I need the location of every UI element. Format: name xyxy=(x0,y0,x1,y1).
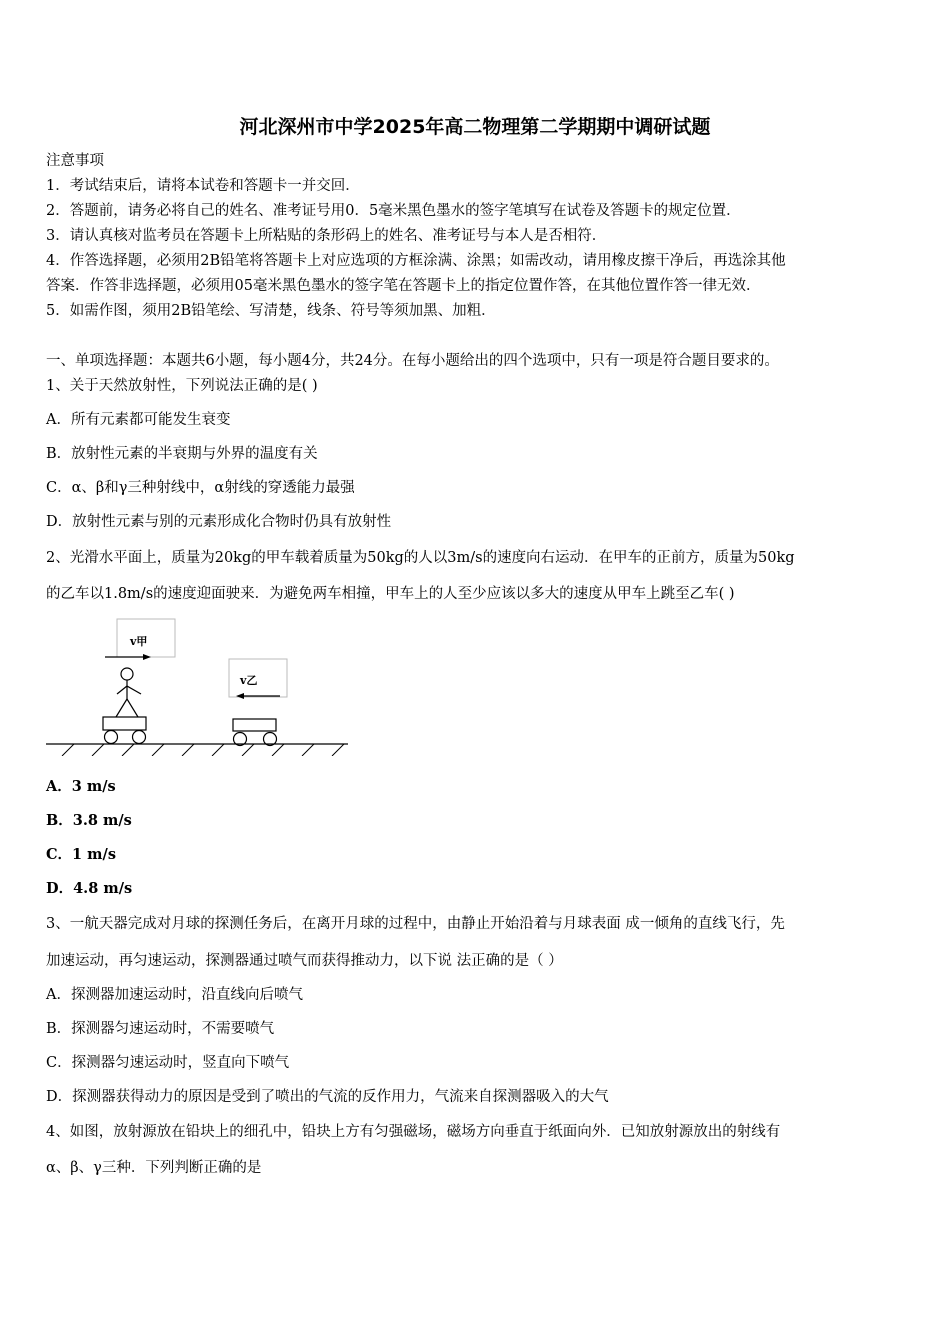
cart-jia xyxy=(103,717,146,730)
question-1-option-b: B．放射性元素的半衰期与外界的温度有关 xyxy=(46,446,318,462)
carts-figure xyxy=(44,614,354,756)
notice-item: 2．答题前，请务必将自己的姓名、准考证号用0．5毫米黑色墨水的签字笔填写在试卷及答题卡的规定位置． xyxy=(46,203,741,219)
notice-item: 3．请认真核对监考员在答题卡上所粘贴的条形码上的姓名、准考证号与本人是否相符． xyxy=(46,228,607,244)
question-1-option-c: C．α、β和γ三种射线中，α射线的穿透能力最强 xyxy=(46,480,355,496)
question-1-option-d: D．放射性元素与别的元素形成化合物时仍具有放射性 xyxy=(46,514,392,530)
notice-item: 1．考试结束后，请将本试卷和答题卡一并交回． xyxy=(46,178,360,194)
page-title: 河北深州市中学2025年高二物理第二学期期中调研试题 xyxy=(239,116,711,138)
notice-item: 4．作答选择题，必须用2B铅笔将答题卡上对应选项的方框涂满、涂黑；如需改动，请用橡皮擦干净后，再选涂其他 xyxy=(46,253,786,269)
question-1-option-a: A．所有元素都可能发生衰变 xyxy=(46,412,231,428)
question-4-stem: 4、如图，放射源放在铅块上的细孔中，铅块上方有匀强磁场，磁场方向垂直于纸面向外．已知放射源放出的射线有 xyxy=(46,1124,781,1140)
question-3-option-b: B．探测器匀速运动时，不需要喷气 xyxy=(46,1021,275,1037)
question-4-stem-cont: α、β、γ三种．下列判断正确的是 xyxy=(46,1160,262,1176)
question-3-option-a: A．探测器加速运动时，沿直线向后喷气 xyxy=(46,987,303,1003)
v-jia-label: v甲 xyxy=(130,635,148,648)
question-2-option-d: D．4.8 m/s xyxy=(46,880,133,897)
notice-item: 答案．作答非选择题，必须用05毫米黑色墨水的签字笔在答题卡上的指定位置作答，在其他位置作答一律无效． xyxy=(46,278,761,294)
question-3-stem: 3、一航天器完成对月球的探测任务后，在离开月球的过程中，由静止开始沿着与月球表面 成一倾角的直线飞行，先 xyxy=(46,916,785,932)
question-2-stem-cont: 的乙车以1.8m/s的速度迎面驶来．为避免两车相撞，甲车上的人至少应该以多大的速度从甲车上跳至乙车( ) xyxy=(46,586,735,602)
question-3-option-d: D．探测器获得动力的原因是受到了喷出的气流的反作用力，气流来自探测器吸入的大气 xyxy=(46,1089,609,1105)
cart-yi xyxy=(233,719,276,731)
question-2-option-a: A．3 m/s xyxy=(46,778,116,795)
question-2-stem: 2、光滑水平面上，质量为20kg的甲车载着质量为50kg的人以3m/s的速度向右运动．在甲车的正前方，质量为50kg xyxy=(46,550,795,566)
section-heading: 一、单项选择题：本题共6小题，每小题4分，共24分。在每小题给出的四个选项中，只有一项是符合题目要求的。 xyxy=(46,353,779,369)
ground-hatching xyxy=(62,744,344,756)
question-3-stem-cont: 加速运动，再匀速运动，探测器通过喷气而获得推动力，以下说 法正确的是（ ） xyxy=(46,953,563,969)
question-2-option-b: B．3.8 m/s xyxy=(46,812,132,829)
v-yi-label-box xyxy=(229,659,287,697)
question-3-option-c: C．探测器匀速运动时，竖直向下喷气 xyxy=(46,1055,290,1071)
question-2-option-c: C．1 m/s xyxy=(46,846,116,863)
notice-item: 5．如需作图，须用2B铅笔绘、写清楚，线条、符号等须加黑、加粗． xyxy=(46,303,496,319)
person-icon xyxy=(121,668,133,680)
notice-heading: 注意事项 xyxy=(46,153,104,169)
question-1-stem: 1、关于天然放射性，下列说法正确的是( ) xyxy=(46,378,318,394)
v-yi-label: v乙 xyxy=(240,674,258,687)
